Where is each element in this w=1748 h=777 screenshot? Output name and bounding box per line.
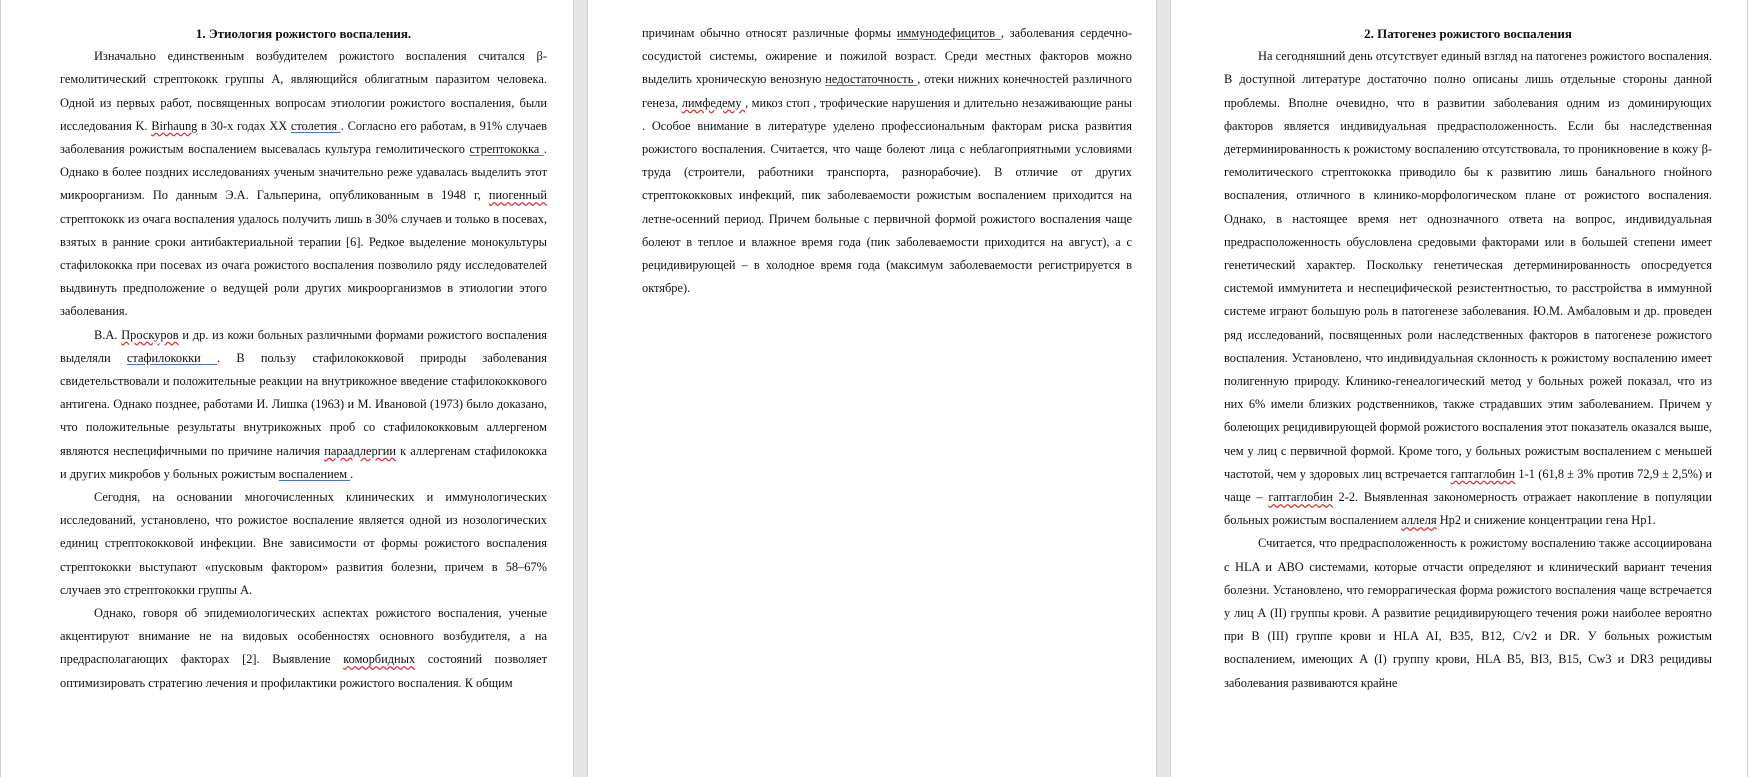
paragraph	[60, 486, 547, 602]
grammar-flag-word: недостаточность	[825, 72, 918, 87]
text-run: и др. из кожи больных различными формами рожистого воспаления выделяли	[60, 327, 547, 365]
spellcheck-word: гаптаглобин	[1268, 490, 1333, 505]
page-body	[1224, 45, 1712, 695]
text-run: На сегодняшний день отсутствует единый взгляд на патогенез рожистого воспаления. В доступной литературе достаточно полно описаны лишь отдельные стороны данной проблемы. Вполне очевидно, что в развитии заболевания одним из доминирующих факторов является индивидуальная предрасположенность. Если бы наследственная детерминированность к рожистому воспалению отсутствовала, то проникновение в кожу β-гемолитического стрептококка приводило бы к развитию лишь банального гнойного воспаления, отличного в клинико-морфологическом плане от рожистого воспаления. Однако, в настоящее время нет однозначного ответа на вопрос, индивидуальная предрасположенность обусловлена средовыми факторами или в большей степени имеет генетический характер. Поскольку генетическая детерминированность опосредуется системой иммунитета и неспецифической резистентностью, то расстройства в иммунной системе играют большую роль в патогенезе заболевания. Ю.М. Амбаловым и др. проведен ряд исследований, посвященных роли наследственных факторов в патогенезе рожистого воспаления. Установлено, что индивидуальная склонность к рожистому воспалению имеет полигенную природу. Клинико-генеалогический метод у больных рожей показал, что из них 6% имели близких родственников, также страдавших этим заболеванием. Причем у болеющих рецидивирующей формой рожистого воспаления этот показатель оказался выше, чем у лиц с первичной формой. Кроме того, у больных рожистым воспалением с меньшей частотой, чем у здоровых лиц встречается	[1224, 49, 1712, 481]
text-run: В.А.	[94, 327, 122, 342]
spellcheck-word: гаптаглобин	[1450, 466, 1516, 481]
text-run: . В пользу стафилококковой природы заболевания свидетельствовали и положительные реакции на внутрикожное введение стафилококкового антигена. Однако позднее, работами И. Лишка (1963) и М. Ивановой (1973) было доказано, что положительные результаты внутрикожных проб со стафилококковым аллергеном являются неспецифичными по причине наличия	[60, 350, 547, 458]
grammar-flag-word: столетия	[290, 118, 341, 133]
spellcheck-word: лимфедему	[681, 95, 746, 110]
section-heading: 1. Этиология рожистого воспаления.	[195, 26, 412, 41]
text-run: в 30-х годах ХХ	[197, 118, 291, 133]
grammar-flag-word: стрептококка	[469, 142, 544, 157]
paragraph	[60, 602, 547, 695]
grammar-flag-word: стафилококки	[126, 350, 218, 365]
paragraph	[1224, 532, 1712, 694]
spellcheck-word: пиогенный	[488, 188, 547, 203]
section-heading: 2. Патогенез рожистого воспаления	[1364, 26, 1572, 41]
text-run: , отеки нижних конечностей различного генеза,	[642, 72, 1132, 110]
text-run: Hp2 и снижение концентрации гена Hp1.	[1436, 513, 1656, 528]
text-run: . Согласно его работам, в 91% случаев заболевания рожистым воспалением высевалась культура гемолитического	[60, 118, 547, 157]
text-run: Изначально единственным возбудителем рожистого воспаления считался β-гемолитический стрептококк группы А, являющийся облигатным паразитом человека. Одной из первых работ, посвященных вопросам этиологии рожистого воспаления, были исследования K.	[60, 49, 547, 133]
spellcheck-word: аллеля	[1401, 513, 1437, 528]
text-run: стрептококк из очага воспаления удалось получить лишь в 30% случаев и только в посевах, взятых в ранние сроки антибактериальной терапии [6]. Редкое выделение монокультуры стафилококка при посевах из очага рожистого воспаления позволило ряду исследователей выдвинуть предположение о ведущей роли других микроорганизмов в этиологии этого заболевания.	[60, 211, 547, 319]
text-run: 2-2. Выявленная закономерность отражает накопление в популяции больных рожистым воспалением	[1224, 490, 1712, 528]
text-run: , заболевания сердечно-сосудистой системы, ожирение и пожилой возраст. Среди местных факторов можно выделить хроническую венозную	[642, 26, 1132, 87]
document-page-3	[1170, 0, 1748, 777]
spellcheck-word: Birhaung	[151, 118, 198, 133]
paragraph	[60, 45, 547, 323]
text-run: причинам обычно относят различные формы	[642, 26, 897, 40]
paragraph	[1224, 45, 1712, 532]
document-page-2	[587, 0, 1157, 777]
text-run: Считается, что предрасположенность к рожистому воспалению также ассоциирована с HLA и ABO системами, которые отчасти определяют и клинический вариант течения болезни. Установлено, что геморрагическая форма рожистого воспаления чаще встречается у лиц А (II) группы крови. А развитие рецидивирующего течения рожи наиболее вероятно при В (III) группе крови и HLA AI, B35, B12, C/v2 и DR. У больных рожистым воспалением, имеющих А (I) группу крови, HLA B5, BI3, B15, Cw3 и DR3 рецидивы заболевания развиваются крайне	[1224, 536, 1712, 690]
page-body	[642, 22, 1132, 300]
document-page-1	[0, 0, 574, 777]
grammar-flag-word: иммунодефицитов	[896, 26, 1001, 40]
text-run: , микоз стоп , трофические нарушения и длительно незаживающие раны . Особое внимание в литературе уделено профессиональным факторам риска развития рожистого воспаления. Считается, что чаще болеют лица с неблагоприятными условиями труда (строители, работники транспорта, разнорабочие). В отличие от других стрептококковых инфекций, пик заболеваемости рожистым воспалением приходится на летне-осенний период. Причем больные с первичной формой рожистого воспаления чаще болеют в теплое и влажное время года (пик заболеваемости приходится на август), а с рецидивирующей – в холодное время года (максимум заболеваемости регистрируется в октябре).	[642, 95, 1132, 296]
text-run: Однако, говоря об эпидемиологических аспектах рожистого воспаления, ученые акцентируют внимание не на видовых особенностях основного возбудителя, а на предрасполагающих факторах [2]. Выявление	[60, 606, 547, 667]
text-run: .	[350, 466, 354, 481]
spellcheck-word: Проскуров	[121, 327, 179, 342]
grammar-flag-word: воспалением	[278, 466, 351, 481]
text-run: . Однако в более поздних исследованиях ученым значительно реже удавалась выделить этот микроорганизм. По данным Э.А. Гальперина, опубликованным в 1948 г,	[60, 142, 548, 203]
page-body	[60, 45, 547, 695]
spellcheck-word: коморбидных	[343, 652, 416, 667]
spellcheck-word: параадлергии	[324, 443, 397, 458]
paragraph	[642, 22, 1132, 300]
text-run: к аллергенам стафилококка и других микробов у больных рожистым	[60, 443, 547, 481]
text-run: Сегодня, на основании многочисленных клинических и иммунологических исследований, установлено, что рожистое воспаление является одной из нозологических единиц стрептококковой инфекции. Вне зависимости от формы рожистого воспаления стрептококки выступают «пусковым фактором» развития болезни, причем в 58–67% случаев это стрептококки группы А.	[60, 490, 547, 597]
text-run: состояний позволяет оптимизировать стратегию лечения и профилактики рожистого воспаления. К общим	[60, 652, 547, 690]
paragraph	[60, 324, 547, 486]
text-run: 1-1 (61,8 ± 3% против 72,9 ± 2,5%) и чаще –	[1224, 466, 1712, 505]
